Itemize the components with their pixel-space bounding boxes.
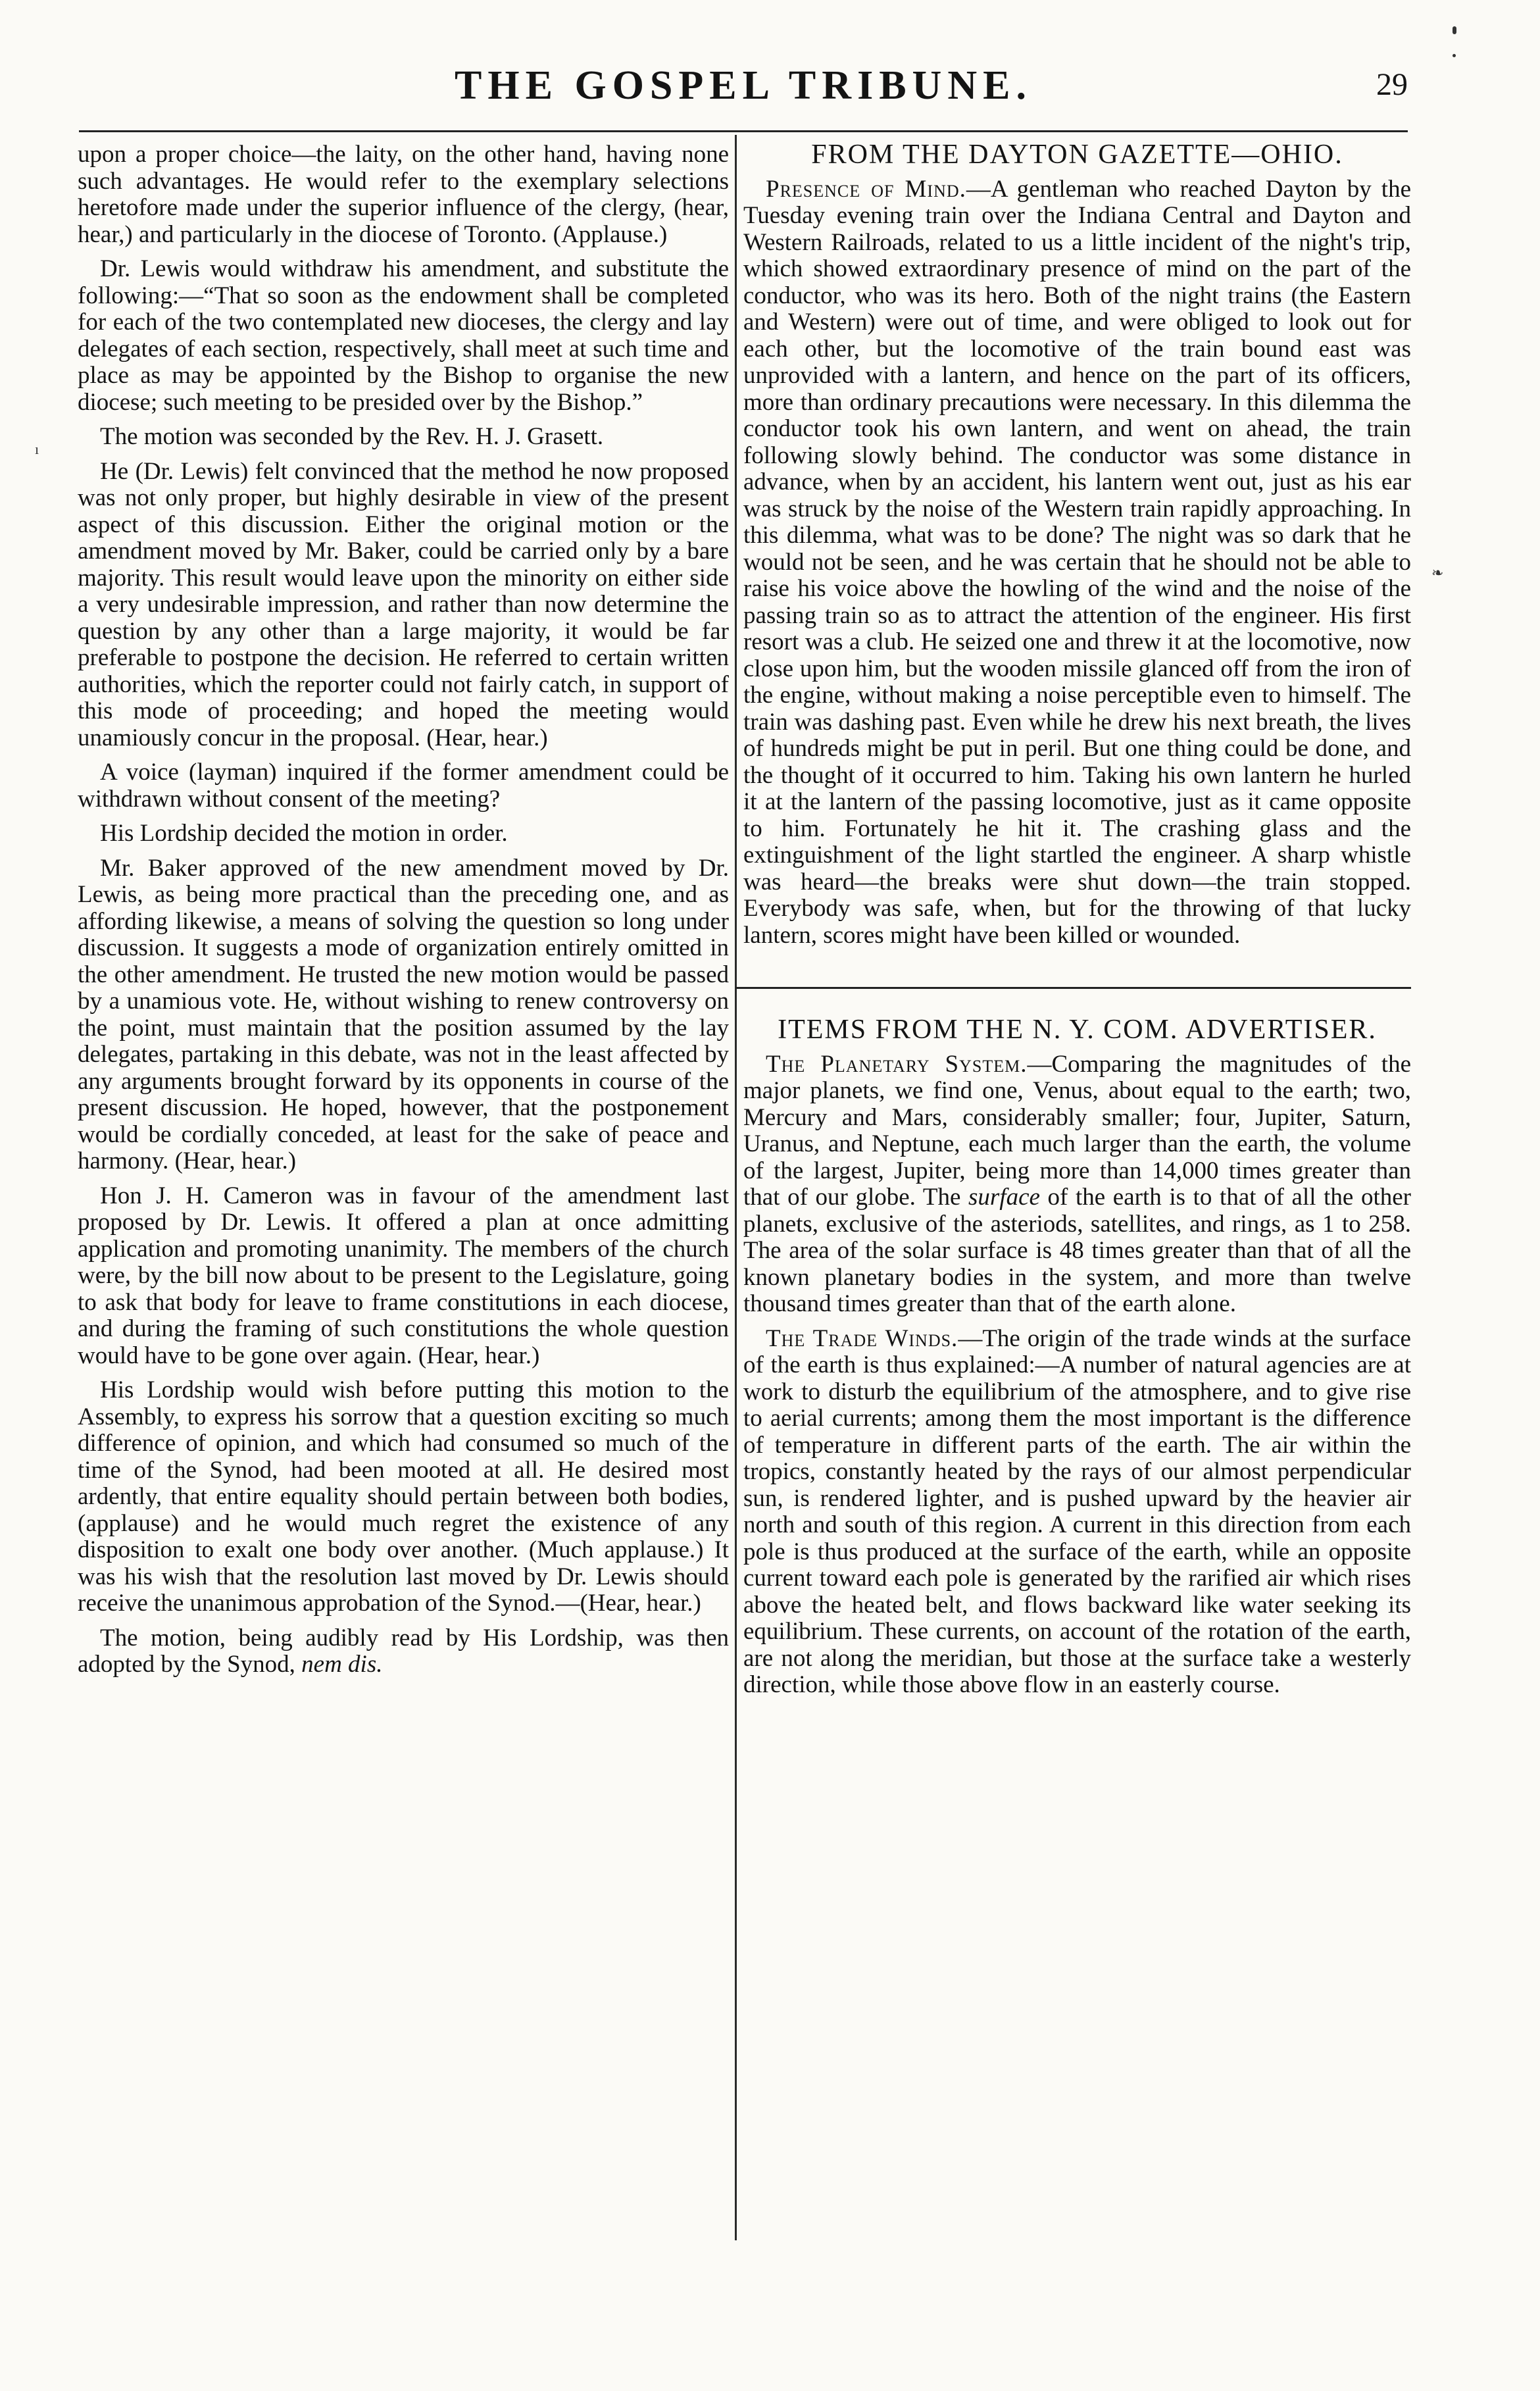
article-paragraph: Mr. Baker approved of the new amendment moved by Dr. Lewis, as being more practical than the preceding one, and as affording likewise, a means of solving the question so long under discussion. It suggests a mode of organization entirely omitted in the other amendment. He trusted the new motion would be passed by a unamious vote. He, without wishing to renew controversy on the point, must maintain that the position assumed by the lay delegates, partaking in this debate, was not in the least affected by any arguments brought forward by its opponents in course of the present discussion. He hoped, however, that the postponement would be cordially conceded, at least for the sake of peace and harmony. (Hear, hear.): [78, 854, 729, 1174]
article-body: —A gentleman who reached Dayton by the Tuesday evening train over the Indiana Central and Dayton and Western Railroads, related to us a little incident of the night's trip, which showed extraordinary presence of mind on the part of the conductor, who was its hero. Both of the night trains (the Eastern and Western) were out of time, and were obliged to look out for each other, but the locomotive of the train bound east was unprovided with a lantern, and hence on the part of its officers, more than ordinary precautions were necessary. In this dilemma the conductor took his own lantern, and went on ahead, the train following slowly behind. The conductor was some distance in advance, when by an accident, his lantern went out, just as his ear was struck by the noise of the Western train rapidly approaching. In this dilemma, what was to be done? The night was so dark that he would not be seen, and he was certain that he should not be able to raise his voice above the howling of the wind and the noise of the passing train so as to attract the attention of the engineer. His first resort was a club. He seized one and threw it at the locomotive, now close upon him, but the wooden missile glanced off from the iron of the engine, without making a noise perceptible even to himself. The train was dashing past. Even while he drew his next breath, the lives of hundreds might be put in peril. But one thing could be done, and the thought of it occurred to him. Taking his own lantern he hurled it at the lantern of the passing locomotive, just as it came opposite to him. Fortunately he hit it. The crashing glass and the extinguishment of the light startled the engineer. A sharp whistle was heard—the breaks were shut down—the train stopped. Everybody was safe, when, but for the throwing of that lucky lantern, scores might have been killed or wounded.: [743, 175, 1412, 949]
article-body: of the earth is to that of all the other planets, exclusive of the asteriods, satellites, and rings, as 1 to 258. The area of the solar surface is 48 times greater than that of all the known planetary bodies in the system, and more than twelve thousand times greater than that of the earth alone.: [743, 1184, 1411, 1317]
article-paragraph: Dr. Lewis would withdraw his amendment, and substitute the following:—“That so soon as the endowment shall be completed for each of the two contemplated new dioceses, the clergy and lay delegates of each section, respectively, shall meet at such time and place as may be appointed by the Bishop to organise the new diocese; such meeting to be presided over by the Bishop.”: [78, 255, 729, 416]
section-heading-dayton: FROM THE DAYTON GAZETTE—OHIO.: [811, 139, 1343, 170]
article-paragraph: The motion was seconded by the Rev. H. J. Grasett.: [100, 423, 604, 450]
article-paragraph: upon a proper choice—the laity, on the other hand, having none such advantages. He would refer to the exemplary selections heretofore made under the superior influence of the clergy, (hear, hear,) and particularly in the diocese of Toronto. (Applause.): [78, 141, 729, 248]
left-column: [78, 141, 729, 1686]
article-paragraph: [743, 1051, 1411, 1318]
page-header: [79, 63, 1408, 115]
article-lead: Presence of Mind.: [766, 175, 966, 203]
right-column: [743, 141, 1411, 1707]
margin-speck: [1453, 26, 1456, 34]
margin-speck: ❧: [1431, 565, 1444, 581]
article-lead: The Trade Winds.: [766, 1324, 958, 1352]
article-body: —Comparing the magnitudes of the major planets, we find one, Venus, about equal to the earth; two, Mercury and Mars, considerably smaller; four, Jupiter, Saturn, Uranus, and Neptune, each much larger than the earth, the volume of the largest, Jupiter, being more than 14,000 times greater than that of our globe. The: [743, 1050, 1412, 1211]
article-paragraph: Hon J. H. Cameron was in favour of the amendment last proposed by Dr. Lewis. It offered a plan at once admitting application and promoting unanimity. The members of the church were, by the bill now about to be present to the Legislature, going to ask that body for leave to frame constitutions in each diocese, and during the framing of such constitutions the whole question would have to be gone over again. (Hear, hear.): [78, 1182, 729, 1369]
article-lead: The Planetary System.: [766, 1050, 1028, 1078]
section-rule: [735, 987, 1411, 989]
section-heading-advertiser: ITEMS FROM THE N. Y. COM. ADVERTISER.: [778, 1015, 1377, 1045]
article-paragraph: His Lordship decided the motion in order.: [100, 820, 508, 847]
article-paragraph: He (Dr. Lewis) felt convinced that the method he now proposed was not only proper, but highly desirable in view of the present aspect of this discussion. Either the original motion or the amendment moved by Mr. Baker, could be carried only by a bare majority. This result would leave upon the minority on either side a very undesirable impression, and rather than now determine the question by any other than a large majority, it would be far preferable to postpone the decision. He referred to certain written authorities, which the reporter could not fairly catch, in support of this mode of proceeding; and hoped the meeting would unamiously concur in the proposal. (Hear, hear.): [78, 457, 729, 751]
margin-speck: ı: [35, 441, 39, 457]
margin-speck: [1453, 54, 1456, 57]
article-body: —The origin of the trade winds at the surface of the earth is thus explained:—A number of natural agencies are at work to disturb the equilibrium of the atmosphere, and to give rise to aerial currents; among them the most important is the difference of temperature in different parts of the earth. The air within the tropics, constantly heated by the rays of our almost perpendicular sun, is rendered lighter, and is pushed upward by the heavier air north and south of this region. A current in this direction from each pole is thus produced at the surface of the earth, while an opposite current toward each pole is generated by the rarified air which rises above the heated belt, and flows backward like water seeking its equilibrium. These currents, on account of the rotation of the earth, are not along the meridian, but those at the surface take a westerly direction, while those above flow in an easterly course.: [743, 1324, 1411, 1698]
column-divider: [735, 135, 737, 2240]
article-paragraph: [743, 176, 1411, 949]
article-italic: surface: [968, 1184, 1040, 1211]
newspaper-title: THE GOSPEL TRIBUNE.: [455, 63, 1032, 108]
article-paragraph: [743, 1326, 1411, 1699]
header-rule: [79, 130, 1408, 132]
article-paragraph: A voice (layman) inquired if the former amendment could be withdrawn without consent of the meeting?: [78, 759, 729, 813]
final-paragraph-italic: nem dis.: [301, 1651, 383, 1678]
page-number: 29: [1376, 67, 1408, 102]
article-paragraph: His Lordship would wish before putting this motion to the Assembly, to express his sorrow that a question exciting so much difference of opinion, and which had consumed so much of the time of the Synod, had been mooted at all. He desired most ardently, that entire equality should pertain between both bodies, (applause) and he would much regret the existence of any disposition to exalt one body over another. (Much applause.) It was his wish that the resolution last moved by Dr. Lewis should receive the unanimous approbation of the Synod.—(Hear, hear.): [78, 1376, 729, 1617]
final-paragraph-text: The motion, being audibly read by His Lordship, was then adopted by the Synod,: [78, 1624, 729, 1678]
article-final-paragraph: [78, 1625, 729, 1678]
